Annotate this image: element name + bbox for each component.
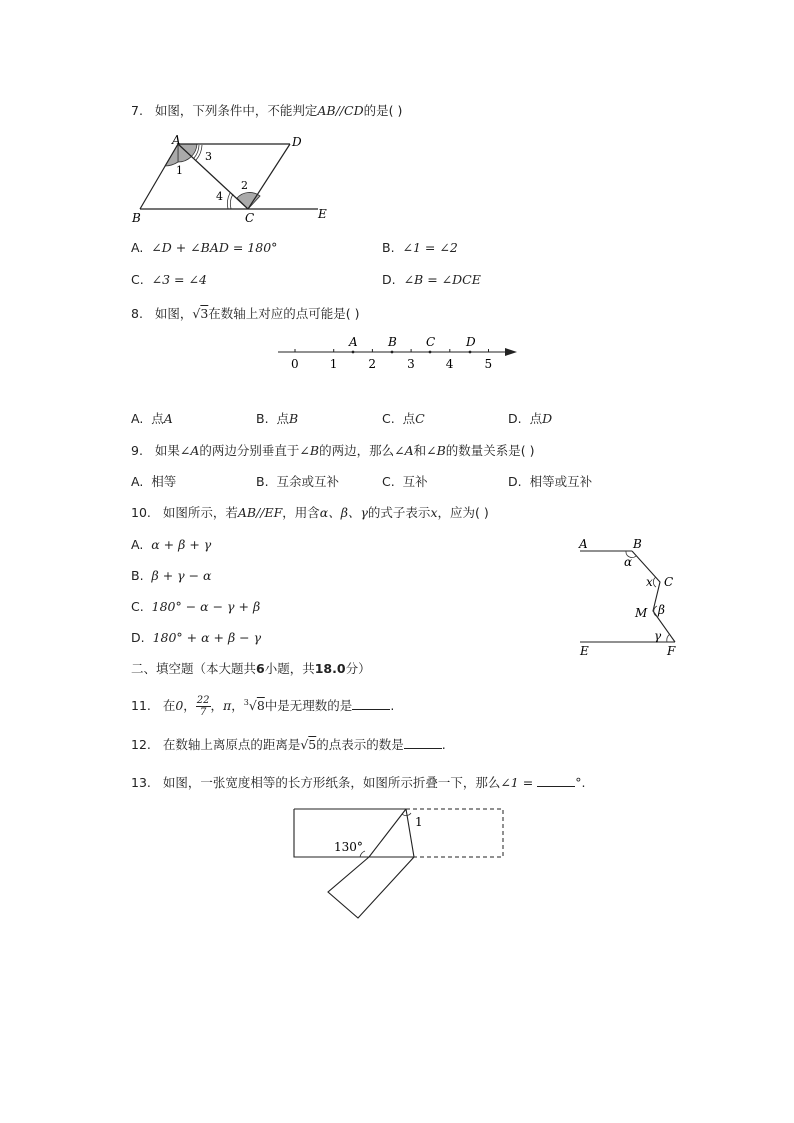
axis-tick-label: 4 [445, 357, 454, 371]
condition-text: AB//CD [317, 103, 364, 118]
axis-tick-label: 1 [329, 357, 338, 371]
sqrt-symbol: √ [248, 698, 257, 714]
q9-option-c[interactable]: C. 互补 [382, 474, 428, 489]
question-number: 12. [131, 737, 151, 752]
question-12-stem: 12. 在数轴上离原点的距离是√5的点表示的数是 . [131, 737, 446, 752]
point-m-label: M [635, 606, 648, 620]
angle-1-label: 1 [176, 164, 183, 177]
beta-label: β [658, 603, 665, 617]
angle-2-label: 2 [241, 179, 248, 192]
question-number: 11. [131, 698, 151, 714]
q10-option-a[interactable]: A. α + β + γ [131, 537, 212, 552]
q9-option-d[interactable]: D. 相等或互补 [508, 474, 593, 489]
point-a-label: A [172, 133, 181, 147]
q8-option-d[interactable]: D. 点D [508, 411, 553, 426]
angle-4-label: 4 [216, 190, 223, 203]
point-b-label: B [633, 537, 642, 551]
sqrt-symbol: √ [300, 737, 309, 752]
alpha-label: α [624, 555, 633, 569]
axis-tick-label: 2 [368, 357, 377, 371]
question-8-stem: 8. 如图，√3在数轴上对应的点可能是( ) [131, 306, 360, 321]
axis-tick-label: 5 [484, 357, 493, 371]
angle-1-label: 1 [415, 815, 423, 829]
point-e-label: E [580, 644, 589, 658]
point-e-label: E [318, 207, 327, 221]
question-9-stem: 9. 如果∠A的两边分别垂直于∠B的两边，那么∠A和∠B的数量关系是( ) [131, 443, 535, 458]
q7-option-b[interactable]: B. ∠1 = ∠2 [382, 240, 458, 255]
axis-tick-label: 0 [291, 357, 299, 371]
axis-point-label: D [466, 335, 476, 349]
q8-option-b[interactable]: B. 点B [256, 411, 299, 426]
point-c-label: C [245, 211, 255, 225]
question-number: 13. [131, 775, 151, 790]
section-2-heading: 二、填空题（本大题共6小题，共18.0分） [131, 661, 371, 676]
axis-tick-label: 3 [407, 357, 415, 371]
question-number: 10. [131, 505, 151, 520]
q7-option-d[interactable]: D. ∠B = ∠DCE [382, 272, 481, 287]
axis-point-label: B [388, 335, 397, 349]
x-label: x [646, 575, 653, 589]
fraction: $\frac{22}{7}$ [196, 695, 210, 719]
point-c-label: C [664, 575, 674, 589]
point-b-label: B [132, 211, 141, 225]
point-f-label: F [667, 644, 676, 658]
q7-option-a[interactable]: A. ∠D + ∠BAD = 180° [131, 240, 278, 255]
angle-3-label: 3 [205, 150, 212, 163]
question-text-end: 的是( ) [363, 103, 403, 118]
q9-option-a[interactable]: A. 相等 [131, 474, 177, 489]
question-text: 如图，下列条件中，不能判定 [154, 103, 318, 118]
q8-option-a[interactable]: A. 点A [131, 411, 173, 426]
q9-option-b[interactable]: B. 互余或互补 [256, 474, 340, 489]
question-13-stem: 13. 如图，一张宽度相等的长方形纸条，如图所示折叠一下，那么∠1 = °. [131, 775, 586, 790]
q8-option-c[interactable]: C. 点C [382, 411, 425, 426]
question-11-stem: 11. 在0， $\frac{22}{7}$ ，π，$^3$√8中是无理数的是 . [131, 695, 395, 719]
gamma-label: γ [654, 629, 662, 643]
question-number: 7. [131, 103, 143, 118]
q10-option-d[interactable]: D. 180° + α + β − γ [131, 630, 262, 645]
point-d-label: D [292, 135, 302, 149]
point-a-label: A [579, 537, 588, 551]
q10-option-c[interactable]: C. 180° − α − γ + β [131, 599, 261, 614]
q10-option-b[interactable]: B. β + γ − α [131, 568, 212, 583]
question-number: 8. [131, 306, 143, 321]
sqrt-symbol: √ [192, 306, 201, 321]
question-10-stem: 10. 如图所示，若AB//EF，用含α、β、γ的式子表示x，应为( ) [131, 505, 489, 520]
angle-130-label: 130° [334, 840, 363, 854]
q7-option-c[interactable]: C. ∠3 = ∠4 [131, 272, 207, 287]
axis-point-label: A [349, 335, 358, 349]
question-number: 9. [131, 443, 143, 458]
axis-point-label: C [426, 335, 436, 349]
